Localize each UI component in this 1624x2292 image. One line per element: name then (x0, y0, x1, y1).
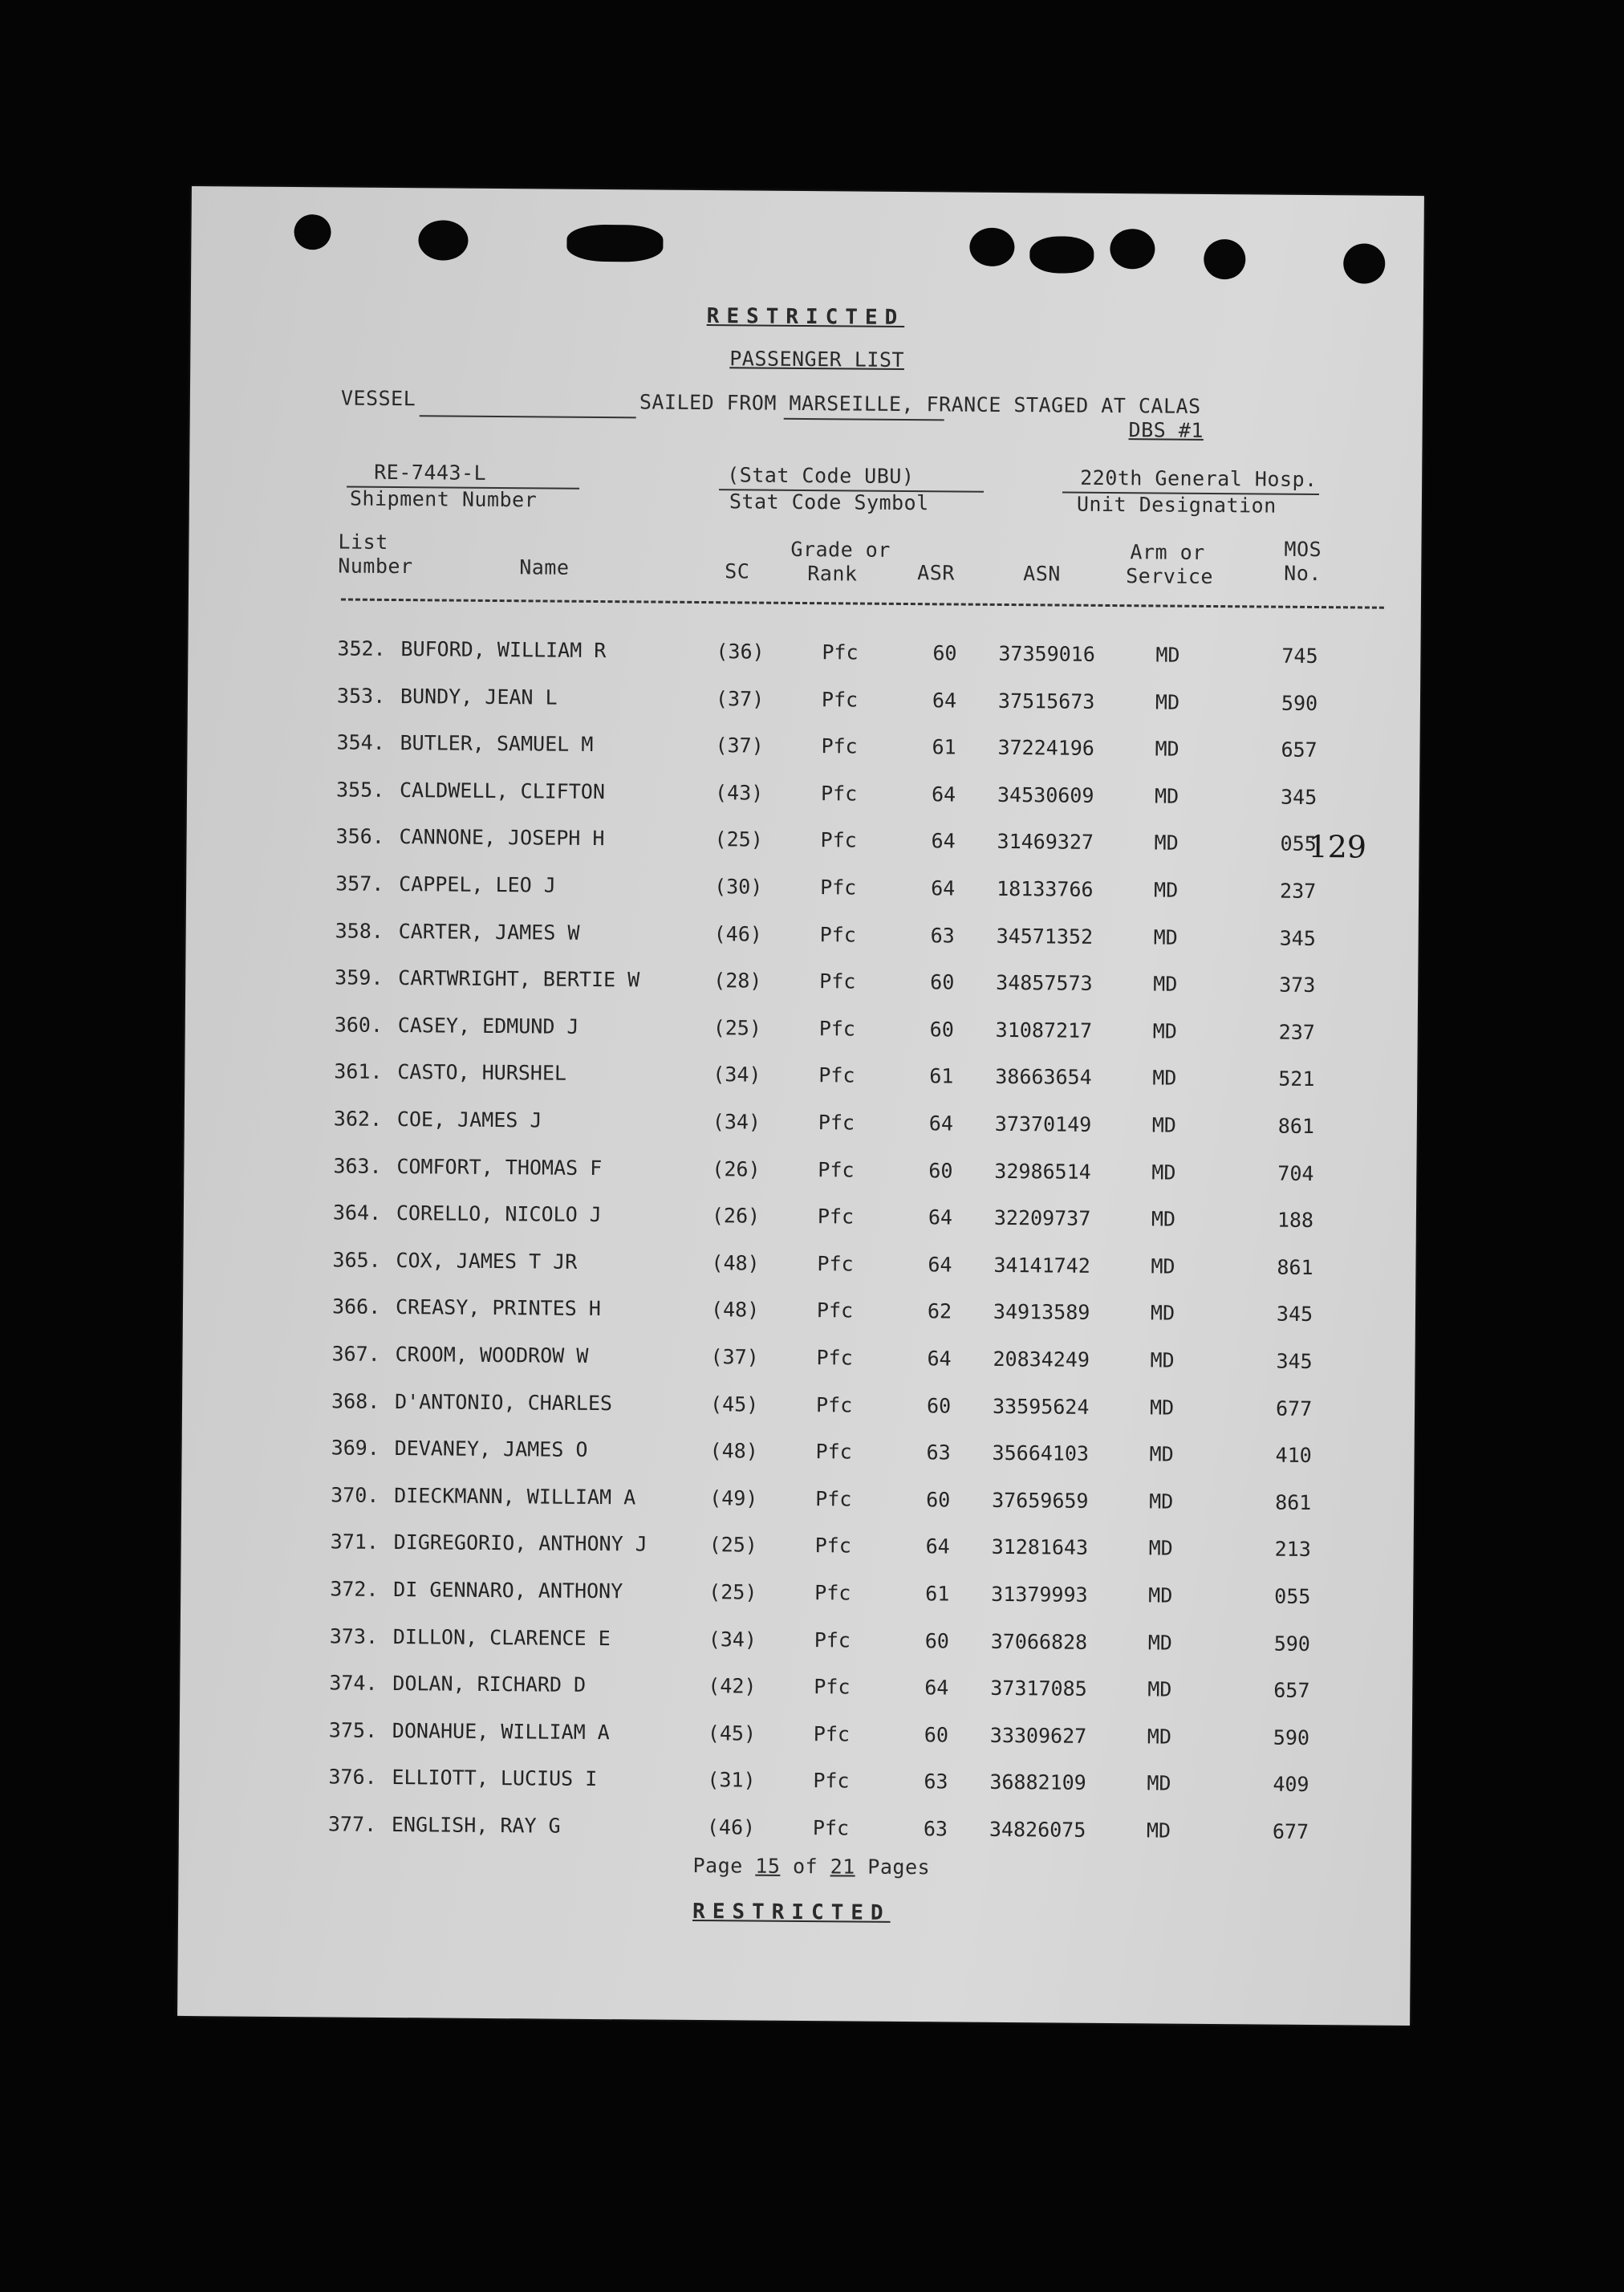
cell-asr: 63 (924, 1770, 948, 1794)
cell-mos: 861 (1277, 1114, 1315, 1139)
cell-sc: (37) (715, 686, 765, 711)
vessel-label: VESSEL (340, 386, 416, 411)
table-row (185, 1106, 1417, 1148)
cell-name: CASEY, EDMUND J (397, 1013, 579, 1038)
cell-asr: 64 (931, 782, 956, 807)
cell-asn: 36882109 (989, 1770, 1086, 1795)
cell-arm: MD (1152, 1066, 1177, 1091)
cell-asr: 64 (932, 688, 957, 713)
cell-name: CASTO, HURSHEL (397, 1060, 567, 1086)
cell-num: 369. (331, 1436, 380, 1461)
col-grade-l1: Grade or (790, 537, 891, 562)
cell-grade: Pfc (818, 1063, 855, 1087)
cell-asn: 34141742 (993, 1253, 1090, 1278)
cell-asr: 60 (926, 1393, 952, 1418)
cell-asn: 31281643 (991, 1535, 1089, 1560)
cell-name: DI GENNARO, ANTHONY (393, 1578, 623, 1603)
cell-arm: MD (1155, 643, 1180, 667)
cell-arm: MD (1151, 1160, 1176, 1185)
cell-num: 356. (335, 824, 384, 849)
page-indicator (692, 1854, 930, 1879)
cell-asn: 37370149 (994, 1111, 1092, 1136)
cell-sc: (48) (710, 1298, 760, 1322)
cell-name: BUTLER, SAMUEL M (400, 731, 594, 757)
page-of: of (792, 1854, 818, 1879)
cell-grade: Pfc (818, 1016, 856, 1041)
cell-asr: 60 (928, 1158, 953, 1183)
cell-mos: 345 (1279, 926, 1316, 950)
cell-sc: (25) (714, 827, 763, 852)
cell-name: DIGREGORIO, ANTHONY J (393, 1530, 648, 1556)
cell-grade: Pfc (817, 1205, 855, 1229)
col-list-number (338, 530, 413, 579)
col-arm (1126, 540, 1213, 589)
col-grade (790, 538, 891, 587)
unit-designation: 220th General Hosp. (1080, 465, 1317, 492)
cell-name: D'ANTONIO, CHARLES (394, 1389, 613, 1415)
cell-asn: 37224196 (997, 736, 1095, 761)
cell-asn: 32209737 (993, 1206, 1091, 1231)
cell-arm: MD (1150, 1301, 1175, 1326)
margin-number: 129 (1308, 828, 1367, 865)
cell-mos: 345 (1276, 1349, 1313, 1374)
cell-mos: 590 (1273, 1632, 1311, 1656)
cell-sc: (37) (715, 734, 764, 758)
cell-arm: MD (1147, 1771, 1171, 1796)
staged-at-sub: DBS #1 (1128, 418, 1204, 442)
cell-name: CARTER, JAMES W (398, 919, 580, 945)
cell-asr: 60 (924, 1628, 949, 1653)
punch-hole (418, 220, 468, 260)
punch-hole (294, 214, 331, 250)
col-list-number-l2: Number (338, 554, 413, 579)
cell-asn: 34826075 (989, 1817, 1086, 1842)
cell-name: COE, JAMES J (396, 1107, 542, 1132)
cell-arm: MD (1152, 1019, 1177, 1043)
cell-mos: 213 (1274, 1538, 1311, 1562)
cell-asn: 31087217 (995, 1018, 1093, 1042)
cell-mos: 745 (1281, 644, 1318, 668)
cell-name: CANNONE, JOSEPH H (399, 825, 605, 851)
cell-name: DIECKMANN, WILLIAM A (394, 1483, 636, 1510)
cell-sc: (43) (714, 780, 764, 805)
cell-num: 373. (329, 1624, 379, 1648)
cell-asr: 63 (926, 1441, 951, 1465)
cell-sc: (34) (708, 1627, 757, 1652)
cell-asn: 33595624 (992, 1394, 1090, 1419)
cell-asn: 32986514 (994, 1159, 1091, 1184)
punch-hole (566, 225, 663, 262)
cell-num: 354. (336, 730, 385, 755)
table-row (186, 918, 1419, 960)
table-row (183, 1294, 1415, 1335)
cell-num: 376. (328, 1765, 377, 1790)
cell-grade: Pfc (814, 1675, 851, 1699)
cell-grade: Pfc (814, 1628, 851, 1652)
cell-name: CAPPEL, LEO J (399, 872, 556, 897)
cell-sc: (30) (714, 875, 763, 899)
cell-mos: 237 (1278, 1020, 1316, 1044)
cell-grade: Pfc (817, 1251, 854, 1276)
cell-grade: Pfc (821, 734, 858, 758)
cell-grade: Pfc (816, 1346, 853, 1370)
page-current: 15 (755, 1854, 781, 1878)
cell-asn: 37359016 (998, 641, 1095, 666)
cell-asr: 64 (928, 1111, 954, 1136)
cell-name: CALDWELL, CLIFTON (399, 778, 606, 803)
cell-num: 352. (337, 636, 386, 660)
cell-asr: 60 (924, 1723, 949, 1747)
cell-mos: 861 (1277, 1255, 1313, 1279)
cell-sc: (36) (716, 640, 765, 664)
cell-mos: 677 (1272, 1819, 1309, 1843)
cell-name: COX, JAMES T JR (396, 1248, 578, 1274)
cell-num: 355. (335, 778, 385, 802)
punch-hole (1110, 229, 1155, 269)
table-row (181, 1529, 1414, 1571)
cell-mos: 677 (1275, 1396, 1313, 1420)
table-row (181, 1482, 1414, 1524)
cell-asr: 62 (927, 1299, 952, 1323)
cell-num: 370. (331, 1483, 380, 1507)
punch-hole (969, 228, 1014, 266)
cell-name: CROOM, WOODROW W (395, 1343, 589, 1367)
cell-asn: 34913589 (993, 1300, 1090, 1325)
cell-sc: (37) (710, 1345, 759, 1369)
document-page (177, 186, 1424, 2026)
cell-mos: 704 (1277, 1161, 1314, 1185)
cell-sc: (46) (706, 1815, 756, 1839)
cell-mos: 409 (1273, 1773, 1309, 1797)
col-mos-l1: MOS (1284, 537, 1322, 562)
cell-num: 365. (332, 1248, 381, 1272)
cell-mos: 590 (1273, 1725, 1310, 1749)
cell-sc: (48) (709, 1439, 758, 1463)
cell-arm: MD (1149, 1396, 1175, 1420)
cell-mos: 410 (1275, 1443, 1312, 1468)
col-list-number-l1: List (338, 530, 388, 554)
cell-asr: 61 (925, 1582, 950, 1606)
cell-asr: 64 (931, 829, 956, 853)
cell-mos: 237 (1280, 879, 1317, 904)
cell-arm: MD (1149, 1489, 1174, 1514)
table-row (188, 683, 1420, 725)
cell-arm: MD (1150, 1348, 1175, 1372)
table-row (187, 729, 1419, 771)
cell-arm: MD (1155, 737, 1179, 761)
cell-name: DOLAN, RICHARD D (392, 1672, 587, 1697)
cell-asr: 64 (928, 1253, 952, 1277)
table-row (187, 777, 1419, 819)
cell-grade: Pfc (820, 781, 858, 806)
cell-sc: (26) (711, 1204, 761, 1228)
col-arm-l1: Arm or (1130, 540, 1205, 564)
cell-arm: MD (1146, 1819, 1171, 1843)
cell-num: 374. (329, 1671, 378, 1696)
cell-asn: 31469327 (997, 830, 1094, 855)
col-mos-l2: No. (1284, 561, 1322, 586)
vessel-blank-line (420, 415, 636, 418)
cell-arm: MD (1154, 878, 1179, 902)
cell-asr: 60 (926, 1488, 951, 1512)
col-asr: ASR (917, 561, 955, 585)
cell-asr: 64 (928, 1205, 953, 1229)
cell-asr: 60 (929, 1018, 954, 1042)
cell-mos: 345 (1276, 1302, 1313, 1327)
restricted-header: RESTRICTED (706, 304, 905, 330)
cell-arm: MD (1149, 1442, 1174, 1466)
col-name: Name (519, 555, 570, 579)
cell-arm: MD (1153, 972, 1178, 996)
cell-asn: 31379993 (991, 1582, 1088, 1607)
sailed-from-text: SAILED FROM MARSEILLE, FRANCE STAGED AT CALAS (639, 390, 1201, 418)
cell-num: 353. (336, 684, 386, 708)
cell-name: DILLON, CLARENCE E (392, 1624, 611, 1650)
cell-asn: 34571352 (996, 924, 1094, 949)
cell-mos: 521 (1278, 1067, 1315, 1091)
cell-num: 358. (335, 919, 384, 943)
cell-asn: 33309627 (989, 1723, 1087, 1748)
cell-num: 360. (334, 1013, 384, 1037)
punch-hole (1343, 243, 1385, 283)
cell-asr: 61 (932, 735, 956, 759)
table-row (184, 1200, 1416, 1242)
cell-arm: MD (1151, 1207, 1176, 1231)
cell-grade: Pfc (815, 1486, 852, 1511)
table-row (188, 636, 1420, 677)
page-suffix: Pages (867, 1855, 931, 1880)
cell-mos: 345 (1280, 785, 1317, 809)
cell-arm: MD (1155, 690, 1180, 714)
cell-asn: 37659659 (992, 1488, 1089, 1513)
table-row (185, 1012, 1418, 1054)
punch-hole (1204, 239, 1245, 279)
cell-arm: MD (1154, 784, 1179, 808)
table-row (181, 1435, 1414, 1477)
col-arm-l2: Service (1126, 564, 1214, 589)
cell-sc: (42) (708, 1674, 757, 1698)
cell-asn: 18133766 (997, 876, 1094, 901)
cell-name: ENGLISH, RAY G (391, 1813, 561, 1838)
document-title: PASSENGER LIST (729, 347, 905, 372)
cell-num: 357. (335, 872, 384, 896)
cell-grade: Pfc (819, 922, 856, 947)
restricted-footer: RESTRICTED (692, 1899, 891, 1925)
cell-sc: (48) (711, 1250, 760, 1275)
cell-grade: Pfc (813, 1769, 850, 1793)
cell-asr: 64 (925, 1534, 950, 1558)
cell-asn: 38663654 (995, 1065, 1092, 1090)
cell-asn: 20834249 (993, 1347, 1090, 1372)
shipment-number: RE-7443-L (374, 460, 487, 485)
stat-code: (Stat Code UBU) (727, 463, 915, 489)
cell-asn: 34530609 (997, 782, 1094, 807)
cell-grade: Pfc (818, 1157, 855, 1182)
cell-grade: Pfc (816, 1298, 854, 1323)
cell-grade: Pfc (813, 1721, 851, 1746)
cell-grade: Pfc (815, 1440, 852, 1464)
cell-num: 364. (332, 1201, 382, 1225)
table-row (179, 1764, 1411, 1806)
cell-num: 377. (327, 1812, 377, 1836)
cell-sc: (25) (708, 1533, 758, 1557)
cell-num: 372. (330, 1577, 379, 1601)
cell-sc: (26) (712, 1156, 761, 1181)
col-grade-l2: Rank (807, 562, 858, 586)
cell-arm: MD (1151, 1254, 1175, 1278)
cell-num: 362. (333, 1107, 383, 1131)
shipment-number-label: Shipment Number (349, 486, 538, 512)
cell-grade: Pfc (821, 687, 859, 712)
table-row (179, 1811, 1411, 1853)
cell-num: 367. (331, 1342, 380, 1366)
table-row (183, 1247, 1415, 1289)
cell-num: 368. (331, 1389, 380, 1413)
cell-mos: 861 (1275, 1490, 1312, 1514)
cell-arm: MD (1148, 1583, 1173, 1607)
cell-mos: 055 (1274, 1584, 1311, 1609)
cell-name: BUNDY, JEAN L (400, 684, 558, 709)
cell-arm: MD (1153, 925, 1178, 949)
cell-num: 359. (335, 965, 384, 990)
table-row (182, 1388, 1415, 1430)
cell-mos: 657 (1281, 738, 1317, 762)
cell-name: CARTWRIGHT, BERTIE W (398, 966, 640, 992)
cell-sc: (31) (707, 1768, 756, 1792)
cell-asn: 35664103 (992, 1441, 1090, 1466)
cell-asn: 37066828 (990, 1629, 1088, 1654)
table-row (185, 1059, 1417, 1100)
cell-sc: (49) (709, 1485, 758, 1510)
cell-sc: (34) (713, 1063, 761, 1087)
table-row (186, 871, 1419, 912)
cell-asr: 64 (931, 876, 956, 900)
cell-sc: (45) (709, 1392, 759, 1416)
cell-name: BUFORD, WILLIAM R (400, 637, 607, 663)
cell-grade: Pfc (812, 1816, 850, 1840)
cell-mos: 055 (1280, 832, 1317, 856)
cell-arm: MD (1151, 1113, 1177, 1137)
col-asn: ASN (1023, 562, 1061, 586)
cell-asr: 63 (930, 923, 955, 948)
cell-asr: 60 (930, 970, 955, 994)
stat-code-label: Stat Code Symbol (729, 490, 929, 515)
cell-grade: Pfc (820, 876, 857, 900)
page-total: 21 (830, 1855, 855, 1879)
cell-arm: MD (1147, 1677, 1172, 1701)
cell-num: 363. (333, 1154, 382, 1178)
cell-grade: Pfc (822, 640, 859, 664)
table-row (180, 1717, 1412, 1759)
cell-grade: Pfc (814, 1534, 851, 1558)
cell-asr: 64 (927, 1347, 952, 1371)
table-row (185, 965, 1418, 1006)
cell-mos: 590 (1281, 691, 1318, 715)
unit-designation-label: Unit Designation (1076, 492, 1277, 518)
cell-name: CREASY, PRINTES H (395, 1295, 601, 1321)
cell-num: 366. (331, 1294, 381, 1319)
cell-sc: (34) (712, 1110, 761, 1134)
header-divider (341, 598, 1384, 608)
cell-num: 371. (330, 1530, 380, 1554)
cell-grade: Pfc (818, 1111, 855, 1135)
cell-grade: Pfc (815, 1392, 853, 1417)
cell-asr: 60 (932, 641, 957, 665)
cell-arm: MD (1147, 1725, 1172, 1749)
cell-grade: Pfc (820, 828, 857, 852)
table-row (184, 1153, 1416, 1195)
cell-sc: (46) (713, 921, 763, 946)
page-prefix: Page (692, 1853, 743, 1878)
table-row (186, 823, 1419, 865)
cell-asn: 34857573 (996, 971, 1093, 996)
cell-num: 361. (334, 1059, 383, 1084)
cell-sc: (28) (713, 969, 762, 993)
table-row (180, 1670, 1412, 1712)
cell-name: DEVANEY, JAMES O (394, 1437, 588, 1462)
cell-asr: 64 (924, 1676, 949, 1700)
cell-arm: MD (1147, 1631, 1172, 1655)
table-row (181, 1576, 1413, 1618)
cell-name: COMFORT, THOMAS F (396, 1154, 603, 1180)
cell-num: 375. (328, 1718, 378, 1742)
cell-asr: 63 (923, 1817, 948, 1841)
cell-arm: MD (1154, 831, 1179, 855)
cell-mos: 188 (1277, 1208, 1314, 1233)
cell-asn: 37317085 (990, 1676, 1087, 1701)
cell-name: DONAHUE, WILLIAM A (392, 1718, 610, 1744)
cell-mos: 373 (1279, 973, 1316, 998)
cell-sc: (45) (707, 1721, 757, 1745)
sailed-from-underline (784, 418, 944, 421)
cell-name: CORELLO, NICOLO J (396, 1201, 602, 1227)
cell-asn: 37515673 (997, 689, 1095, 713)
cell-arm: MD (1148, 1536, 1173, 1561)
cell-grade: Pfc (819, 969, 856, 994)
cell-mos: 657 (1273, 1678, 1310, 1703)
col-sc: SC (725, 559, 750, 583)
cell-name: ELLIOTT, LUCIUS I (392, 1766, 598, 1791)
cell-grade: Pfc (814, 1581, 851, 1605)
table-row (181, 1624, 1413, 1665)
col-mos (1284, 538, 1322, 586)
cell-asr: 61 (929, 1064, 954, 1088)
cell-sc: (25) (708, 1580, 757, 1604)
cell-sc: (25) (713, 1015, 762, 1040)
punch-hole (1029, 236, 1094, 274)
table-row (182, 1341, 1415, 1383)
